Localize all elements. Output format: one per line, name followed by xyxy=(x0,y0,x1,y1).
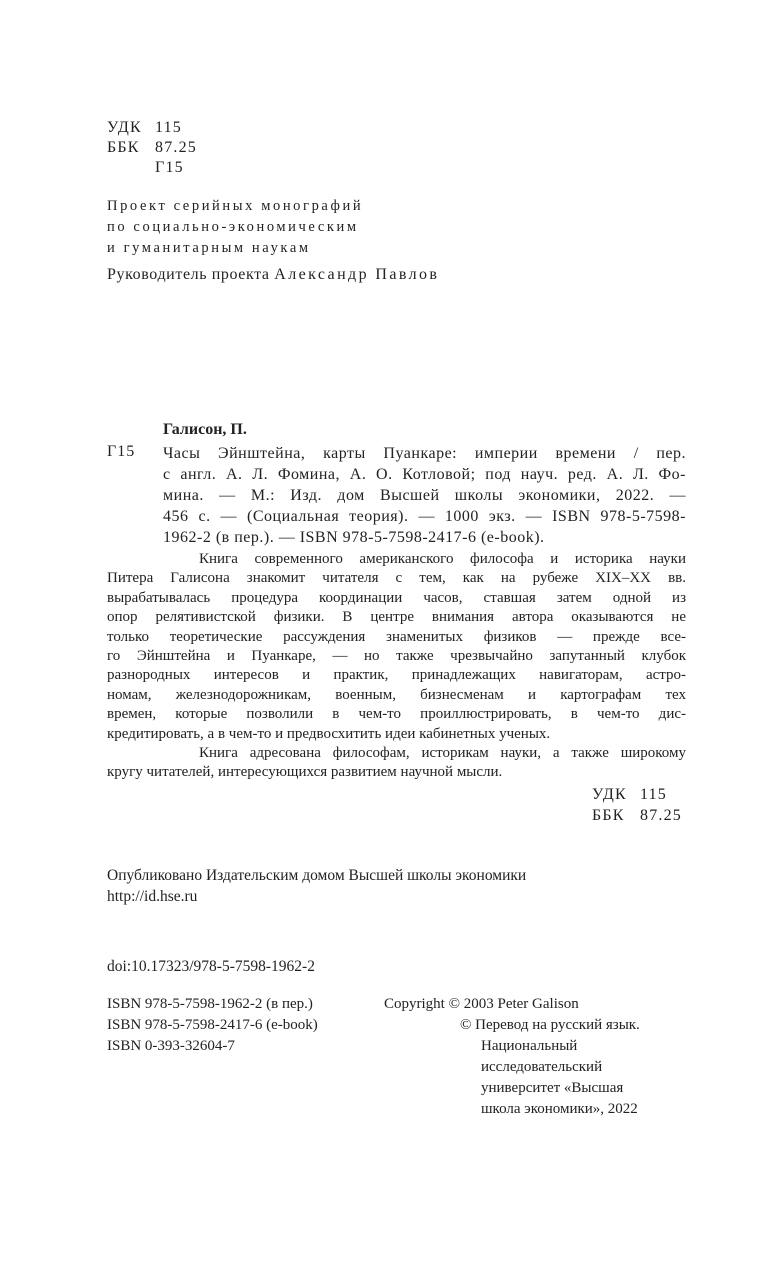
isbn-list xyxy=(107,994,318,1057)
udk-value: 115 xyxy=(155,119,183,136)
publisher-line: Опубликовано Издательским домом Высшей школы экономики xyxy=(107,867,527,884)
copyright xyxy=(384,994,640,1120)
udk-label: УДК xyxy=(107,119,142,136)
series-line: и гуманитарным наукам xyxy=(107,240,311,256)
udk-label: УДК xyxy=(592,786,627,803)
series-title xyxy=(107,196,363,259)
isbn-line: ISBN 978-5-7598-1962-2 (в пер.) xyxy=(107,996,313,1012)
udk-row xyxy=(107,118,197,138)
record-line: мина. — М.: Изд. дом Высшей школы экономики, 2022. — xyxy=(163,487,686,504)
abstract-line: Книга современного американского философа и историка науки xyxy=(199,551,686,567)
abstract-line: только теоретические рассуждения знаменитых физиков — прежде все- xyxy=(107,628,686,645)
abstract xyxy=(107,550,686,783)
bbk-value: 87.25 xyxy=(155,139,197,156)
abstract-line: кругу читателей, интересующихся развитием научной мысли. xyxy=(107,764,503,781)
isbn-line: ISBN 978-5-7598-2417-6 (e-book) xyxy=(107,1017,318,1033)
record-line: 456 с. — (Социальная теория). — 1000 экз. — ISBN 978-5-7598- xyxy=(163,508,686,525)
copyright-line: университет «Высшая xyxy=(481,1080,624,1096)
classification-codes xyxy=(107,118,197,178)
series-line: Проект серийных монографий xyxy=(107,198,364,214)
project-leader-label: Руководитель проекта xyxy=(107,266,270,283)
copyright-line: школа экономики», 2022 xyxy=(481,1101,638,1117)
publisher-info xyxy=(107,865,526,907)
bibliographic-record xyxy=(163,443,686,548)
project-leader xyxy=(107,266,439,284)
abstract-line: Питера Галисона знакомит читателя с тем, как на рубеже XIX–XX вв. xyxy=(107,570,686,587)
series-line: по социально-экономическим xyxy=(107,219,359,235)
bbk-label: ББК xyxy=(592,807,625,824)
abstract-line: номам, железнодорожникам, военным, бизнесменам и картографам тех xyxy=(107,686,686,703)
record-line: Часы Эйнштейна, карты Пуанкаре: империи времени / пер. xyxy=(163,445,686,462)
record-author: Галисон, П. xyxy=(163,421,247,438)
abstract-line: вырабатывалась процедура координации часов, ставшая затем одной из xyxy=(107,589,686,606)
copyright-line: исследовательский xyxy=(481,1059,603,1075)
bbk-row xyxy=(107,138,197,158)
abstract-line: времен, которые позволили в чем-то проиллюстрировать, в чем-то дис- xyxy=(107,706,686,723)
publisher-url[interactable]: http://id.hse.ru xyxy=(107,888,198,905)
abstract-line: кредитировать, а в чем-то и предвосхитить идеи кабинетных ученых. xyxy=(107,725,551,742)
copyright-line: Copyright © 2003 Peter Galison xyxy=(384,996,579,1012)
abstract-line: разнородных интересов и практик, принадлежащих навигаторам, астро- xyxy=(107,667,686,684)
abstract-line: опор релятивистской физики. В центре внимания автора оказываются не xyxy=(107,609,686,626)
record-mark: Г15 xyxy=(107,443,136,460)
copyright-line: Национальный xyxy=(481,1038,578,1054)
project-leader-name: Александр Павлов xyxy=(274,266,440,283)
doi: doi:10.17323/978-5-7598-1962-2 xyxy=(107,958,315,975)
author-mark: Г15 xyxy=(155,159,184,176)
copyright-line: © Перевод на русский язык. xyxy=(460,1017,640,1033)
bbk-label: ББК xyxy=(107,139,140,156)
udk-row xyxy=(592,784,682,805)
author-mark-row xyxy=(107,158,197,178)
isbn-line: ISBN 0-393-32604-7 xyxy=(107,1038,235,1054)
record-line: 1962-2 (в пер.). — ISBN 978-5-7598-2417-6 (e-book). xyxy=(163,529,545,546)
udk-value: 115 xyxy=(640,786,668,803)
abstract-line: го Эйнштейна и Пуанкаре, — но также чрезвычайно запутанный клубок xyxy=(107,647,686,664)
record-line: с англ. А. Л. Фомина, А. О. Котловой; под науч. ред. А. Л. Фо- xyxy=(163,466,686,483)
bbk-value: 87.25 xyxy=(640,807,682,824)
abstract-line: Книга адресована философам, историкам науки, а также широкому xyxy=(199,744,686,761)
classification-codes-repeat xyxy=(592,784,682,826)
bbk-row xyxy=(592,805,682,826)
